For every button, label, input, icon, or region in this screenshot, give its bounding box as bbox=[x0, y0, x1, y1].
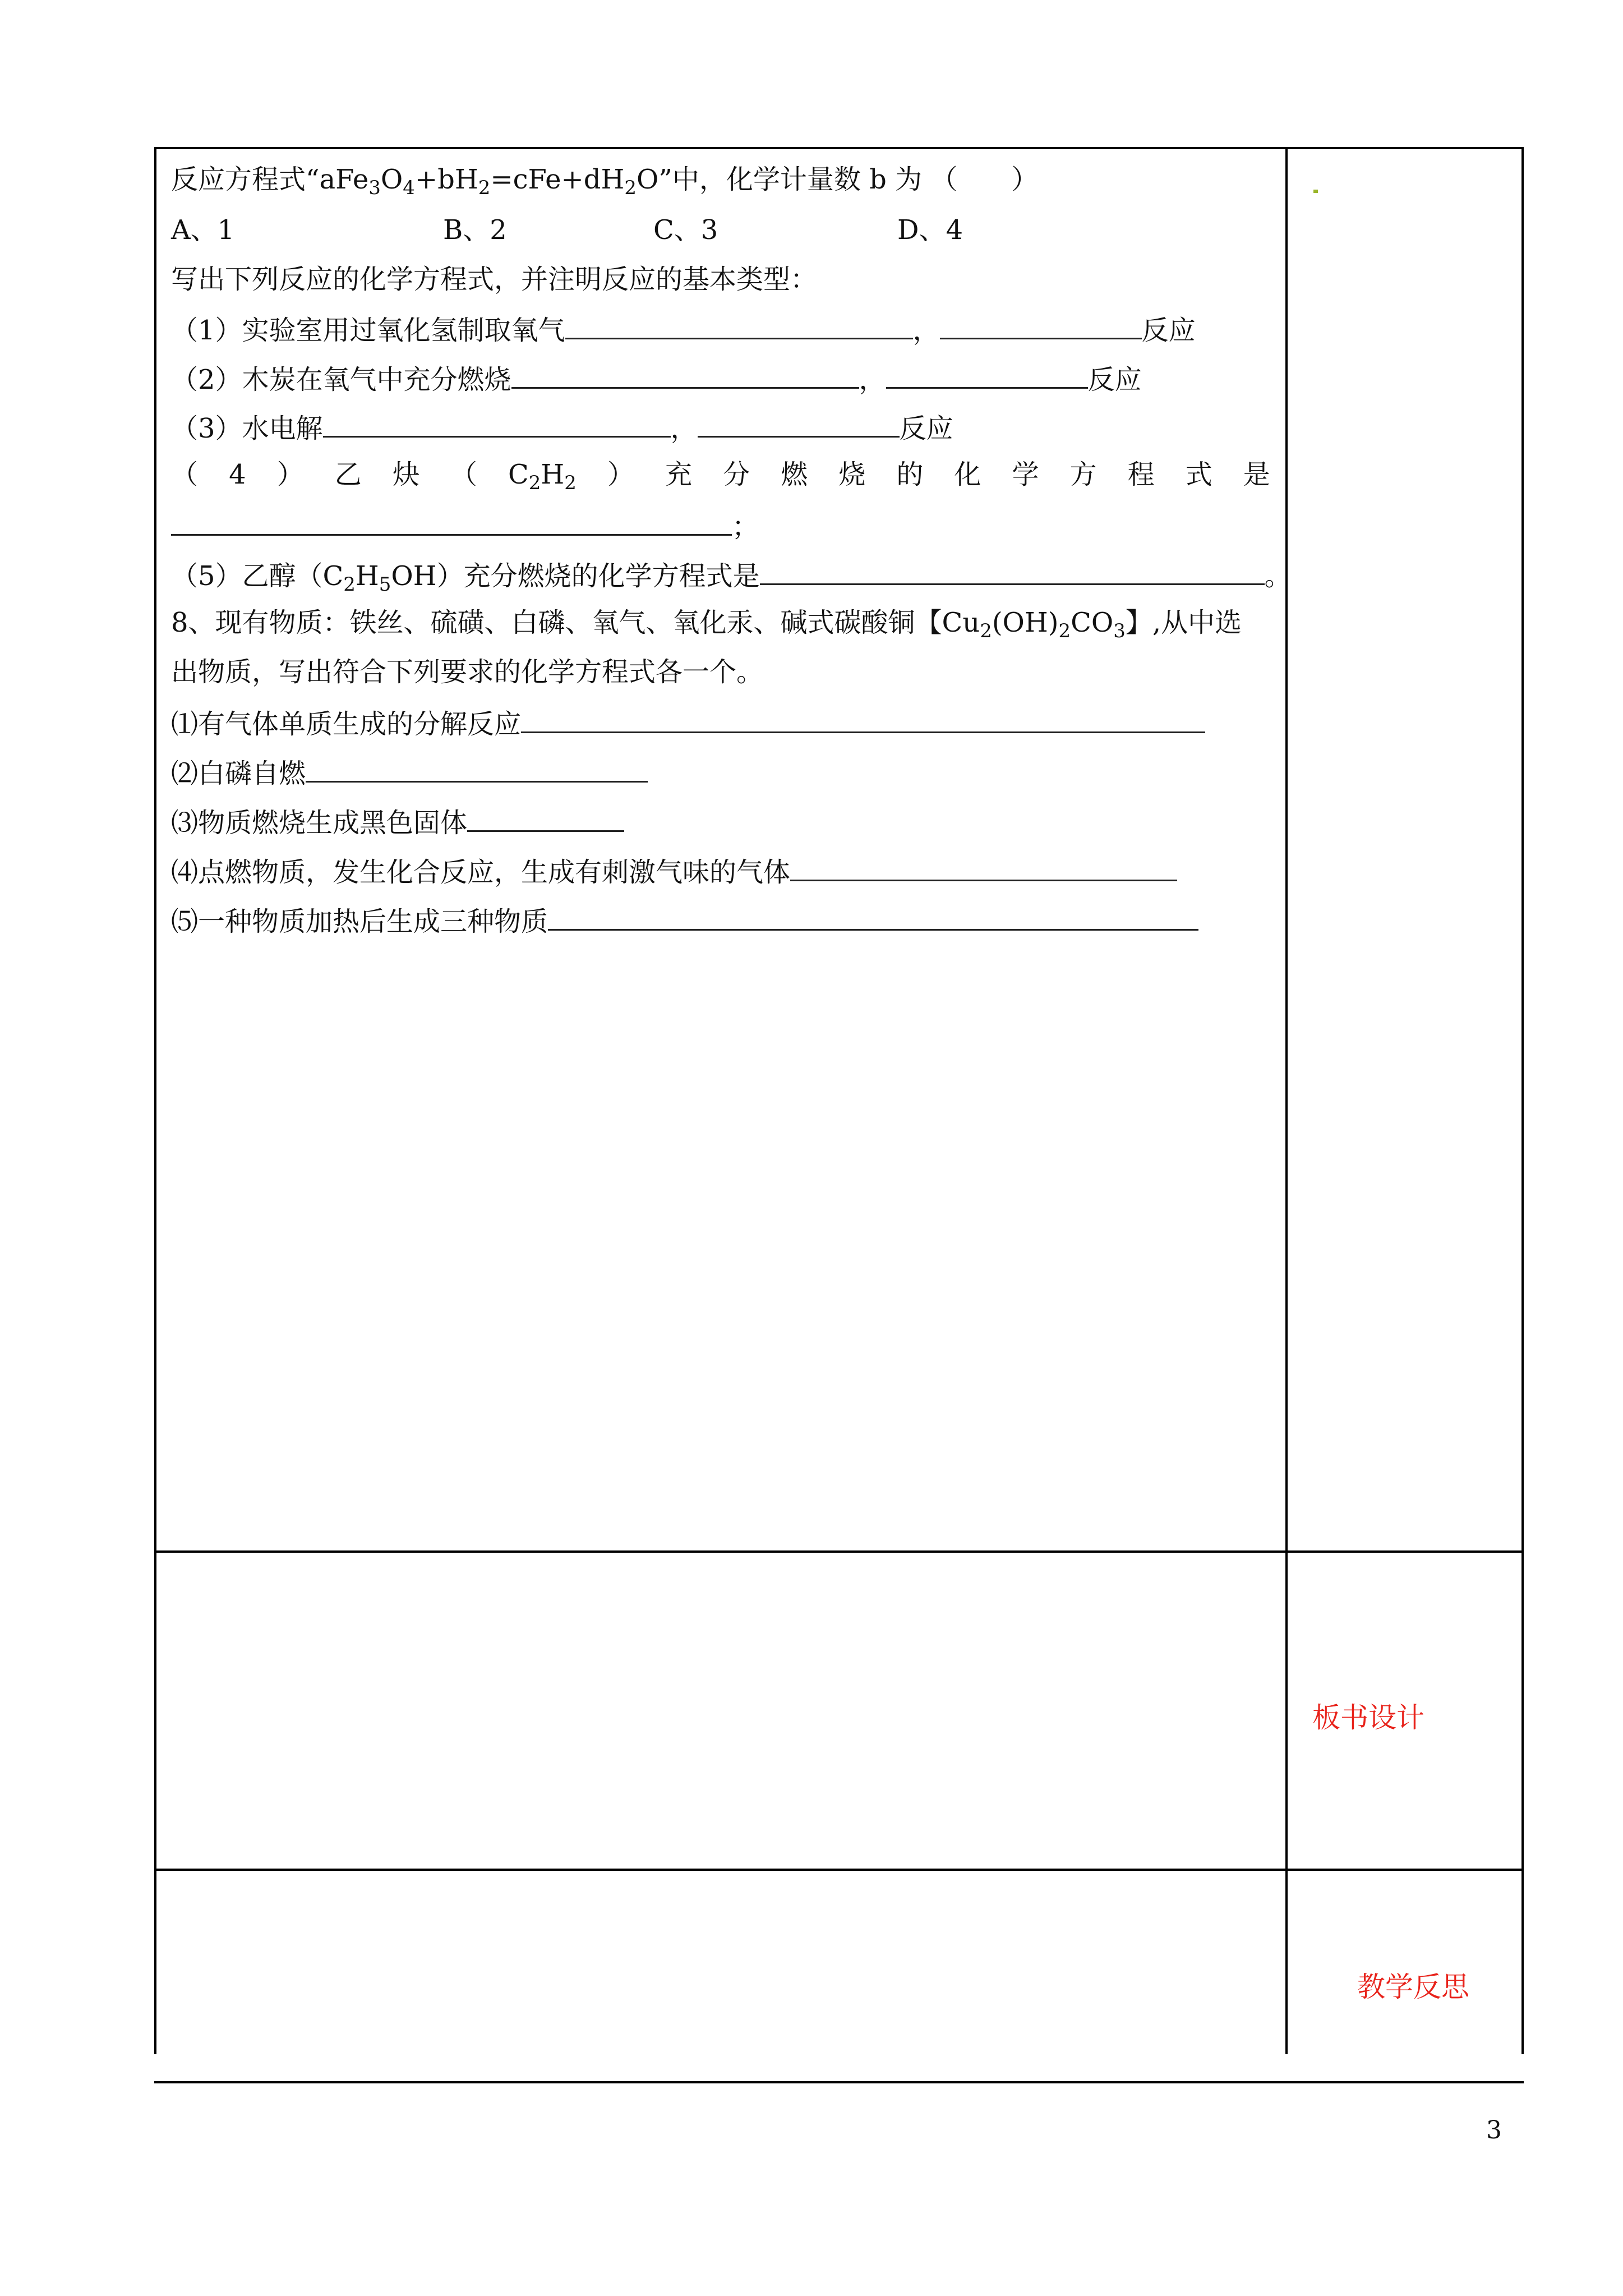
answer-blank[interactable] bbox=[323, 410, 671, 438]
reaction-type-blank[interactable] bbox=[698, 410, 900, 438]
table-row-divider-2 bbox=[154, 1869, 1524, 1871]
option-a: A、1 bbox=[171, 214, 235, 246]
answer-blank[interactable] bbox=[565, 312, 913, 339]
equation-item-5: （5）乙醇$(C_2H_5OH)$充分燃烧的化学方程式是 。 bbox=[171, 558, 1292, 600]
teaching-reflection-label: 教学反思 bbox=[1357, 1971, 1469, 2003]
table-right-border bbox=[1521, 147, 1524, 2054]
q8-item-1: ⑴有气体单质生成的分解反应 bbox=[171, 706, 1205, 740]
table-row-divider-1 bbox=[154, 1550, 1524, 1553]
option-b: B、2 bbox=[443, 214, 507, 246]
question-8-line-2: 出物质，写出符合下列要求的化学方程式各一个。 bbox=[171, 656, 764, 688]
question-8-line-1: 8、现有物质：铁丝、硫磺、白磷、氧气、氧化汞、碱式碳酸铜【$Cu_2(OH)_2CO_3$】,从中选 bbox=[171, 607, 1242, 642]
table-top-border bbox=[154, 147, 1524, 149]
table-bottom-border bbox=[154, 2081, 1524, 2083]
question-7-stem: 反应方程式“$aFe_3O_4+bH_2=cFe+dH_2O$”中，化学计量数 b 为 （ ） bbox=[171, 164, 1039, 199]
answer-blank[interactable] bbox=[171, 508, 732, 536]
reaction-type-blank[interactable] bbox=[886, 361, 1088, 389]
q8-item-3: ⑶物质燃烧生成黑色固体 bbox=[171, 804, 624, 839]
instruction-text: 写出下列反应的化学方程式，并注明反应的基本类型： bbox=[171, 264, 818, 295]
table-middle-border bbox=[1285, 147, 1288, 2054]
option-d: D、4 bbox=[897, 214, 963, 246]
answer-blank[interactable] bbox=[760, 558, 1265, 585]
table-left-border bbox=[154, 147, 156, 2054]
q8-item-2: ⑵白磷自燃 bbox=[171, 755, 648, 789]
equation-item-1: （1）实验室用过氧化氢制取氧气 ， 反应 bbox=[171, 312, 1196, 346]
equation-item-4-answer: ； bbox=[171, 508, 759, 542]
answer-blank[interactable] bbox=[467, 804, 624, 832]
equation-item-2: （2）木炭在氧气中充分燃烧 ， 反应 bbox=[171, 361, 1142, 395]
q8-item-4: ⑷点燃物质，发生化合反应，生成有刺激气味的气体 bbox=[171, 854, 1177, 888]
equation-item-3: （3）水电解 ， 反应 bbox=[171, 410, 953, 444]
board-design-label: 板书设计 bbox=[1312, 1701, 1424, 1734]
page-number: 3 bbox=[1486, 2116, 1502, 2145]
answer-blank[interactable] bbox=[548, 903, 1198, 931]
answer-blank[interactable] bbox=[790, 854, 1177, 881]
scan-mark bbox=[1313, 190, 1318, 193]
option-c: C、3 bbox=[653, 214, 718, 246]
answer-blank[interactable] bbox=[306, 755, 648, 783]
answer-blank[interactable] bbox=[511, 361, 859, 389]
reaction-type-blank[interactable] bbox=[940, 312, 1142, 339]
answer-blank[interactable] bbox=[521, 706, 1205, 733]
equation-item-4: （ 4 ） 乙 炔 （ $C_2H_2$ ） 充 分 燃 烧 的 化 学 方 程 式 是 bbox=[171, 459, 1270, 494]
q8-item-5: ⑸一种物质加热后生成三种物质 bbox=[171, 903, 1198, 937]
